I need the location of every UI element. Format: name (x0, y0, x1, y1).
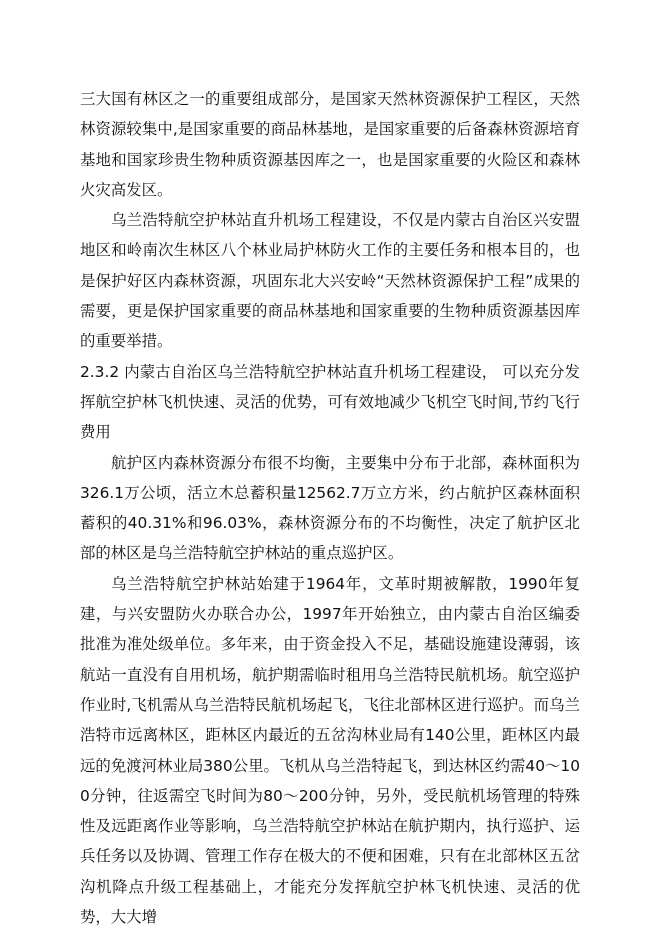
paragraph-station-history: 乌兰浩特航空护林站始建于1964年，文革时期被解散，1990年复建，与兴安盟防火办联合办公，1997年开始独立，由内蒙古自治区编委批准为准处级单位。多年来，由于资金投入不足，基础设施建设薄弱，该航站一直没有自用机场，航护期需临时租用乌兰浩特民航机场。航空巡护作业时,飞机需从乌兰浩特民航机场起飞，飞往北部林区进行巡护。而乌兰浩特市远离林区，距林区内最近的五岔沟林业局有140公里，距林区内最远的免渡河林业局380公里。飞机从乌兰浩特起飞，到达林区约需40～100分钟，往返需空飞时间为80～200分钟，另外，受民航机场管理的特殊性及远距离作业等影响，乌兰浩特航空护林站在航护期内，执行巡护、运兵任务以及协调、管理工作存在极大的不便和困难，只有在北部林区五岔沟机降点升级工程基础上，才能充分发挥航空护林飞机快速、灵活的优势，大大增 (80, 574, 580, 927)
paragraph-forest-region-status: 三大国有林区之一的重要组成部分，是国家天然林资源保护工程区，天然林资源较集中,是国家重要的商品林基地，是国家重要的后备森林资源培育基地和国家珍贵生物种质资源基因库之一，也是国家重要的火险区和森林火灾高发区。 (80, 90, 580, 199)
paragraph-resource-distribution: 航护区内森林资源分布很不均衡，主要集中分布于北部，森林面积为326.1万公顷，活立木总蓄积量12562.7万立方米，约占航护区森林面积蓄积的40.31%和96.03%，森林资源分布的不均衡性，决定了航护区北部的林区是乌兰浩特航空护林站的重点巡护区。 (80, 453, 580, 563)
document-body (80, 84, 580, 932)
paragraph-heliport-significance: 乌兰浩特航空护林站直升机场工程建设，不仅是内蒙古自治区兴安盟地区和岭南次生林区八个林业局护林防火工作的主要任务和根本目的，也是保护好区内森林资源，巩固东北大兴安岭“天然林资源保护工程”成果的需要，更是保护国家重要的商品林基地和国家重要的生物种质资源基因库的重要举措。 (80, 211, 580, 351)
section-heading-2-3-2: 2.3.2 内蒙古自治区乌兰浩特航空护林站直升机场工程建设， 可以充分发挥航空护林飞机快速、灵活的优势，可有效地减少飞机空飞时间,节约飞行费用 (80, 362, 580, 442)
